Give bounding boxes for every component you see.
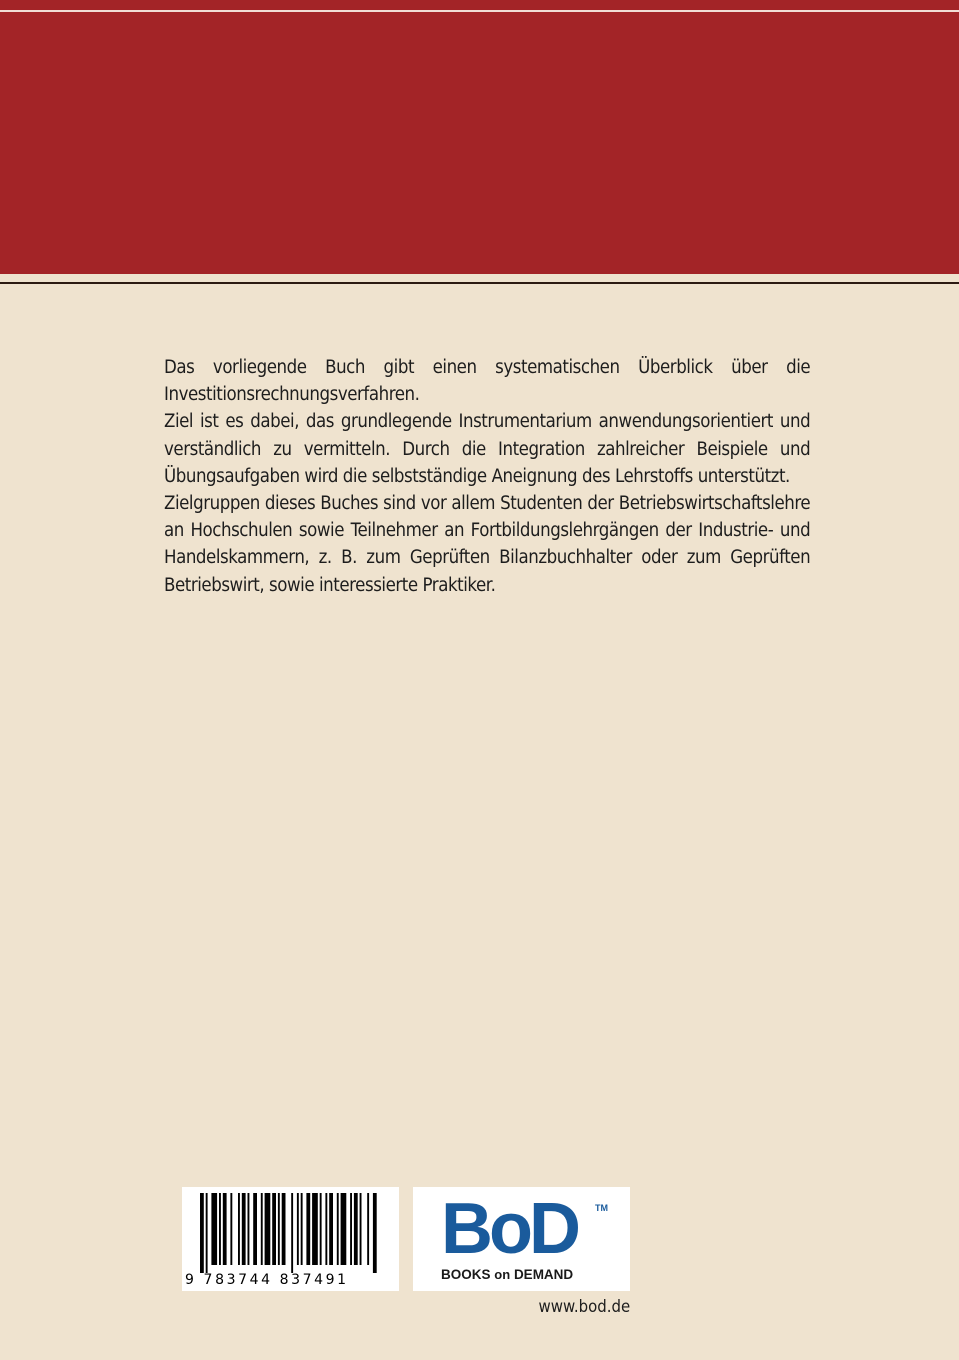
barcode-bar xyxy=(341,1193,347,1265)
barcode-bar xyxy=(261,1193,263,1265)
barcode-bar xyxy=(253,1193,257,1265)
barcode-bar xyxy=(306,1193,310,1265)
barcode-bar xyxy=(360,1193,362,1265)
tagline-books: BOOKS xyxy=(441,1267,491,1282)
isbn-barcode xyxy=(182,1187,399,1291)
barcode-bar xyxy=(282,1193,286,1265)
barcode-bar xyxy=(350,1193,352,1265)
barcode-bar xyxy=(248,1193,250,1265)
publisher-website[interactable]: www.bod.de xyxy=(538,1297,630,1317)
barcode-bar xyxy=(337,1193,339,1265)
bod-wordmark: BoD xyxy=(441,1189,577,1269)
barcode-bar xyxy=(320,1193,322,1265)
barcode-bar xyxy=(373,1193,377,1273)
barcode-bar xyxy=(200,1193,204,1273)
bod-tagline xyxy=(441,1267,573,1282)
isbn-digits: 9 783744 837491 xyxy=(185,1272,349,1288)
barcode-bar xyxy=(265,1193,271,1265)
barcode-bar xyxy=(223,1193,227,1265)
tagline-demand: DEMAND xyxy=(513,1267,574,1282)
barcode-bar xyxy=(238,1193,240,1265)
barcode-bar xyxy=(297,1193,299,1265)
barcode-bar xyxy=(206,1193,208,1273)
barcode-bar xyxy=(291,1193,293,1273)
barcode-bar xyxy=(272,1193,276,1265)
barcode-bar xyxy=(242,1193,246,1265)
barcode-bar xyxy=(312,1193,318,1265)
top-color-band xyxy=(0,0,959,274)
barcode-bars xyxy=(182,1187,399,1273)
bod-logo xyxy=(413,1187,630,1291)
barcode-bar xyxy=(325,1193,327,1265)
barcode-bar xyxy=(329,1193,333,1265)
barcode-bar xyxy=(354,1193,358,1265)
barcode-bar xyxy=(230,1193,232,1265)
blurb-paragraph-1: Das vorliegende Buch gibt einen systematischen Überblick über die Investitionsrechnungsverfahren. xyxy=(164,357,811,406)
blurb-paragraph-2: Ziel ist es dabei, das grundlegende Instrumentarium anwendungsorientiert und verständlich zu vermitteln. Durch die Integration zahlreicher Beispiele und Übungsaufgaben wird die selbstständige Aneignung des Lehrstoffs unterstützt. xyxy=(164,411,811,487)
barcode-bar xyxy=(219,1193,221,1265)
barcode-bar xyxy=(367,1193,369,1265)
tagline-on: on xyxy=(494,1267,511,1282)
back-cover-blurb xyxy=(164,354,811,599)
top-band-rule xyxy=(0,10,959,12)
barcode-bar xyxy=(301,1193,303,1265)
barcode-bar xyxy=(278,1193,280,1265)
band-divider-rule xyxy=(0,282,959,284)
blurb-paragraph-3: Zielgruppen dieses Buches sind vor allem Studenten der Betriebswirtschaftslehre an Hochschulen sowie Teilnehmer an Fortbildungslehrgängen der Industrie- und Handelskammern, z. B. zum Geprüften Bilanzbuchhalter oder zum Geprüften Betriebswirt, sowie interessierte Praktiker. xyxy=(164,493,811,596)
barcode-bar xyxy=(211,1193,217,1265)
trademark-mark: TM xyxy=(595,1203,608,1213)
